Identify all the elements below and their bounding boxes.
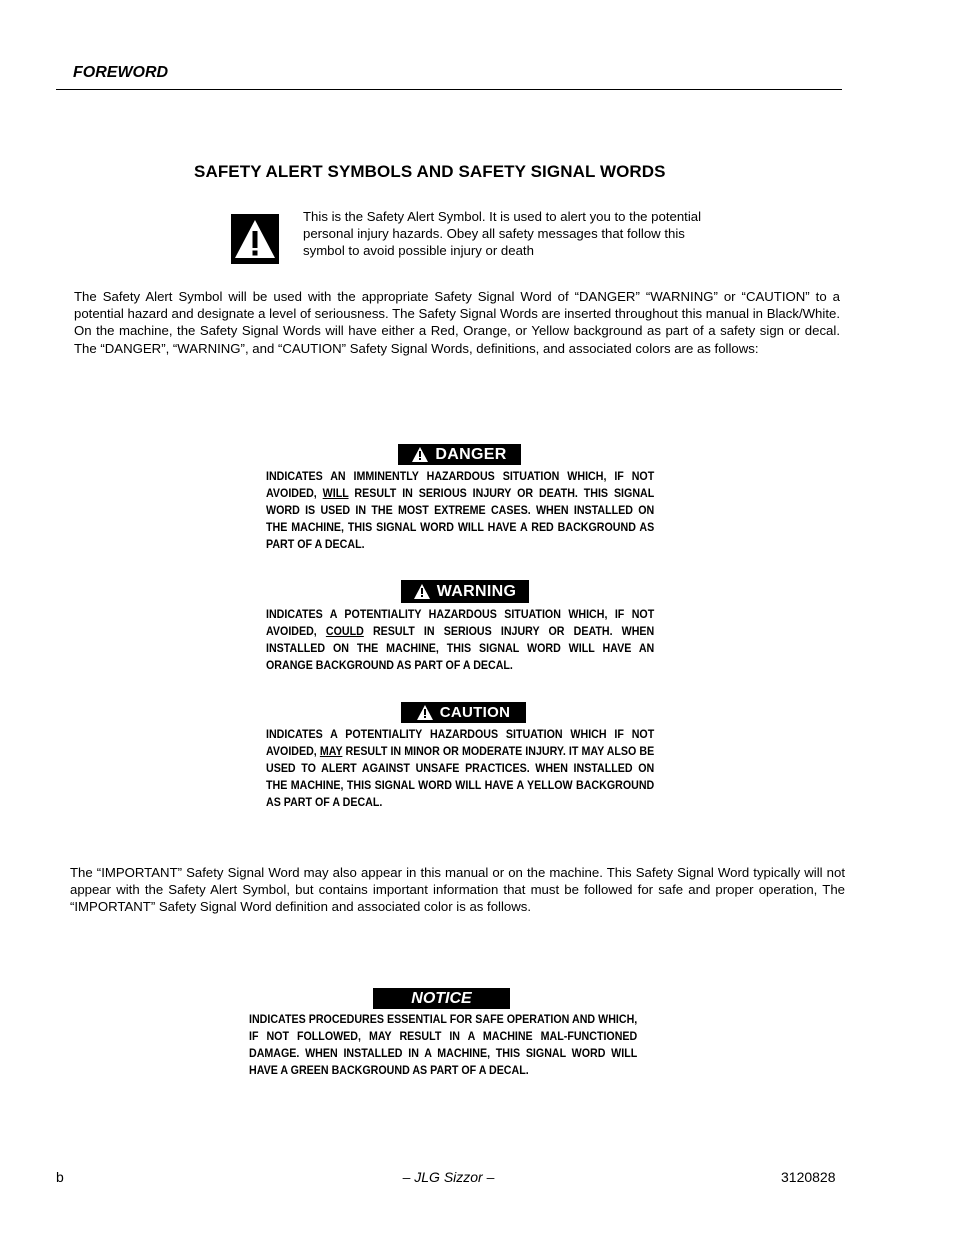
- footer-page-number: b: [56, 1169, 64, 1185]
- danger-label: DANGER: [435, 445, 507, 463]
- intro-paragraph: The Safety Alert Symbol will be used with the appropriate Safety Signal Word of “DANGER” “WARNING” or “CAUTION” to a potential hazard and designate a level of seriousness. The Safety Signal Words are inserted throughout this manual in Black/White. On the machine, the Safety Signal Words will have either a Red, Orange, or Yellow background as part of a safety sign or decal. The “DANGER”, “WARNING”, and “CAUTION” Safety Signal Words, definitions, and associated colors are as follows:: [74, 289, 840, 356]
- notice-text: INDICATES PROCEDURES ESSENTIAL FOR SAFE OPERATION AND WHICH, IF NOT FOLLOWED, MAY RESULT IN A MACHINE MAL-FUNCTIONED DAMAGE. WHEN INSTALLED IN A MACHINE, THIS SIGNAL WORD WILL HAVE A GREEN BACKGROUND AS PART OF A DECAL.: [249, 1013, 638, 1078]
- danger-emphasis: WILL: [322, 487, 349, 501]
- danger-badge: [398, 444, 521, 465]
- warning-triangle-icon: [417, 705, 433, 720]
- warning-emphasis: COULD: [325, 625, 364, 639]
- warning-triangle-icon: [414, 584, 430, 599]
- footer-doc-number: 3120828: [781, 1169, 836, 1185]
- caution-badge: [401, 702, 526, 723]
- caution-label: CAUTION: [439, 704, 511, 721]
- warning-triangle-icon: [412, 447, 428, 462]
- header-rule: [56, 89, 842, 90]
- alert-symbol-description: This is the Safety Alert Symbol. It is used to alert you to the potential personal injury hazards. Obey all safety messages that follow this symbol to avoid possible injury or death: [303, 209, 702, 258]
- section-title: SAFETY ALERT SYMBOLS AND SAFETY SIGNAL WORDS: [194, 162, 666, 181]
- important-paragraph: The “IMPORTANT” Safety Signal Word may also appear in this manual or on the machine. This Safety Signal Word typically will not appear with the Safety Alert Symbol, but contains important information that must be followed for safe and proper operation, The “IMPORTANT” Safety Signal Word definition and associated color is as follows.: [70, 865, 845, 915]
- warning-badge: [401, 580, 529, 603]
- warning-label: WARNING: [436, 582, 517, 600]
- danger-text-before: INDICATES AN IMMINENTLY HAZARDOUS SITUATION WHICH, IF NOT AVOIDED,: [266, 470, 655, 501]
- notice-label: NOTICE: [411, 989, 472, 1007]
- warning-text-before: INDICATES A POTENTIALITY HAZARDOUS SITUATION WHICH, IF NOT AVOIDED,: [266, 608, 655, 639]
- warning-text-after: RESULT IN SERIOUS INJURY OR DEATH. WHEN INSTALLED ON THE MACHINE, THIS SIGNAL WORD WILL HAVE AN ORANGE BACKGROUND AS PART OF A DECAL.: [266, 625, 655, 673]
- warning-text: [266, 606, 654, 674]
- notice-badge: [373, 988, 510, 1009]
- caution-text-after: RESULT IN MINOR OR MODERATE INJURY. IT MAY ALSO BE USED TO ALERT AGAINST UNSAFE PRACTICES. WHEN INSTALLED ON THE MACHINE, THIS SIGNAL WORD WILL HAVE A YELLOW BACKGROUND AS PART OF A DECAL.: [266, 745, 655, 810]
- footer-title: – JLG Sizzor –: [402, 1169, 495, 1185]
- caution-emphasis: MAY: [319, 745, 343, 759]
- danger-text: [266, 468, 654, 553]
- caution-text-before: INDICATES A POTENTIALITY HAZARDOUS SITUATION WHICH IF NOT AVOIDED,: [266, 728, 655, 759]
- header-label: FOREWORD: [73, 64, 169, 81]
- caution-text: [266, 726, 654, 811]
- warning-triangle-icon: [231, 214, 279, 264]
- danger-text-after: RESULT IN SERIOUS INJURY OR DEATH. THIS SIGNAL WORD IS USED IN THE MOST EXTREME CASES. WHEN INSTALLED ON THE MACHINE, THIS SIGNAL WORD WILL HAVE A RED BACKGROUND AS PART OF A DECAL.: [266, 487, 655, 552]
